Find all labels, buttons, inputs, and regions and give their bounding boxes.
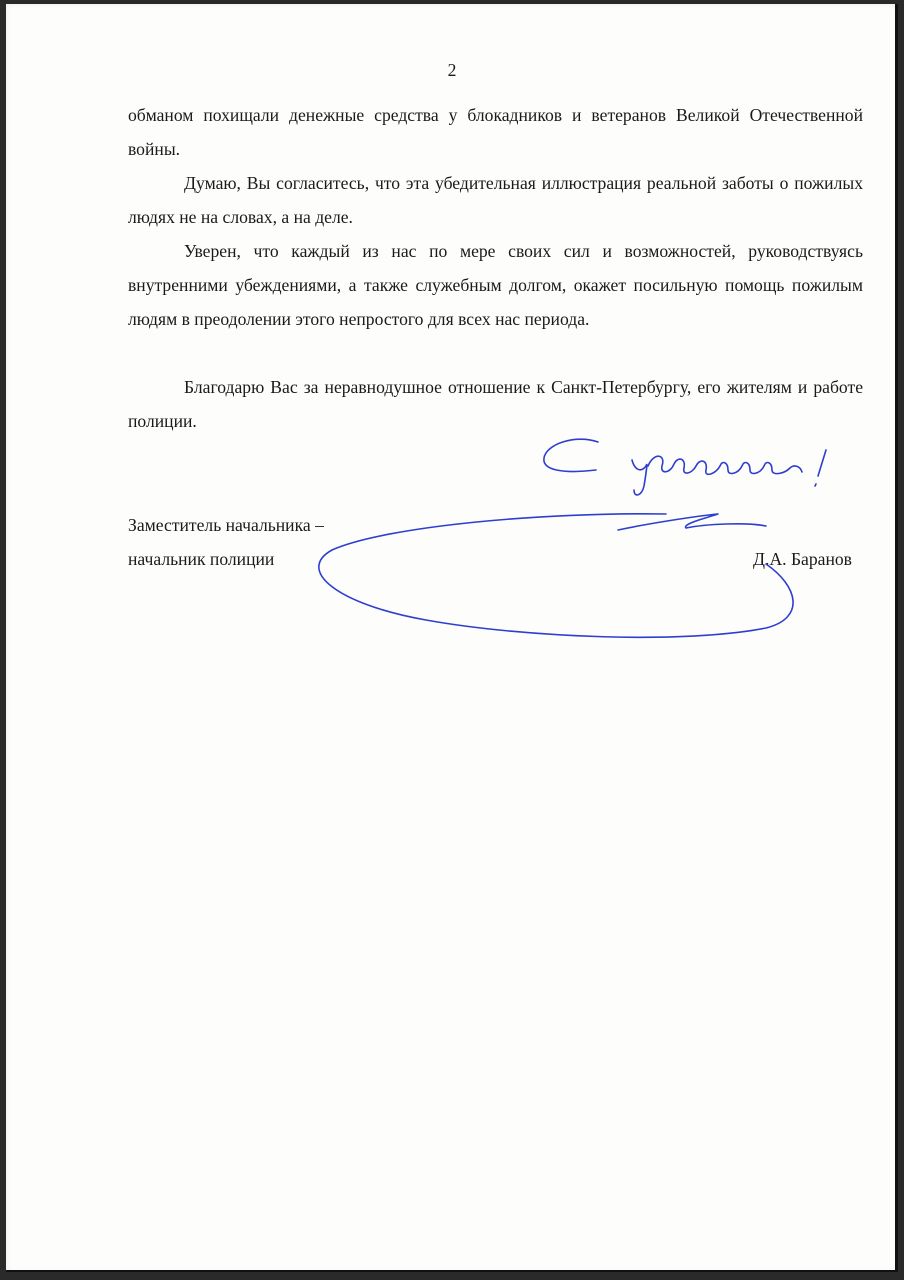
- paragraph-assistance: Уверен, что каждый из нас по мере своих сил и возможностей, руководствуясь внутренними убеждениями, а также служебным долгом, окажет посильную помощь пожилым людям в преодолении этого непростого для всех нас периода.: [128, 241, 863, 329]
- signer-title-line2: начальник полиции: [128, 549, 275, 569]
- handwritten-note-letter-s: [544, 439, 598, 471]
- paragraph-gratitude: Благодарю Вас за неравнодушное отношение к Санкт-Петербургу, его жителям и работе полиции.: [128, 377, 863, 431]
- scan-edge-bottom: [6, 1270, 898, 1272]
- handwritten-note-exclamation: [815, 450, 826, 486]
- signer-name: Д.А. Баранов: [753, 549, 852, 569]
- paragraph-care-illustration: Думаю, Вы согласитесь, что эта убедительная иллюстрация реальной заботы о пожилых людях не на словах, а на деле.: [128, 173, 863, 227]
- scan-edge-right: [895, 4, 898, 1272]
- handwritten-note-word: [632, 456, 802, 495]
- signature-oval: [319, 514, 793, 637]
- signature-flourish: [618, 514, 766, 530]
- paragraph-continuation: обманом похищали денежные средства у блокадников и ветеранов Великой Отечественной войны.: [128, 105, 863, 159]
- signer-title-line1: Заместитель начальника –: [128, 515, 324, 535]
- document-page: [6, 4, 898, 1272]
- page-number: 2: [447, 60, 457, 80]
